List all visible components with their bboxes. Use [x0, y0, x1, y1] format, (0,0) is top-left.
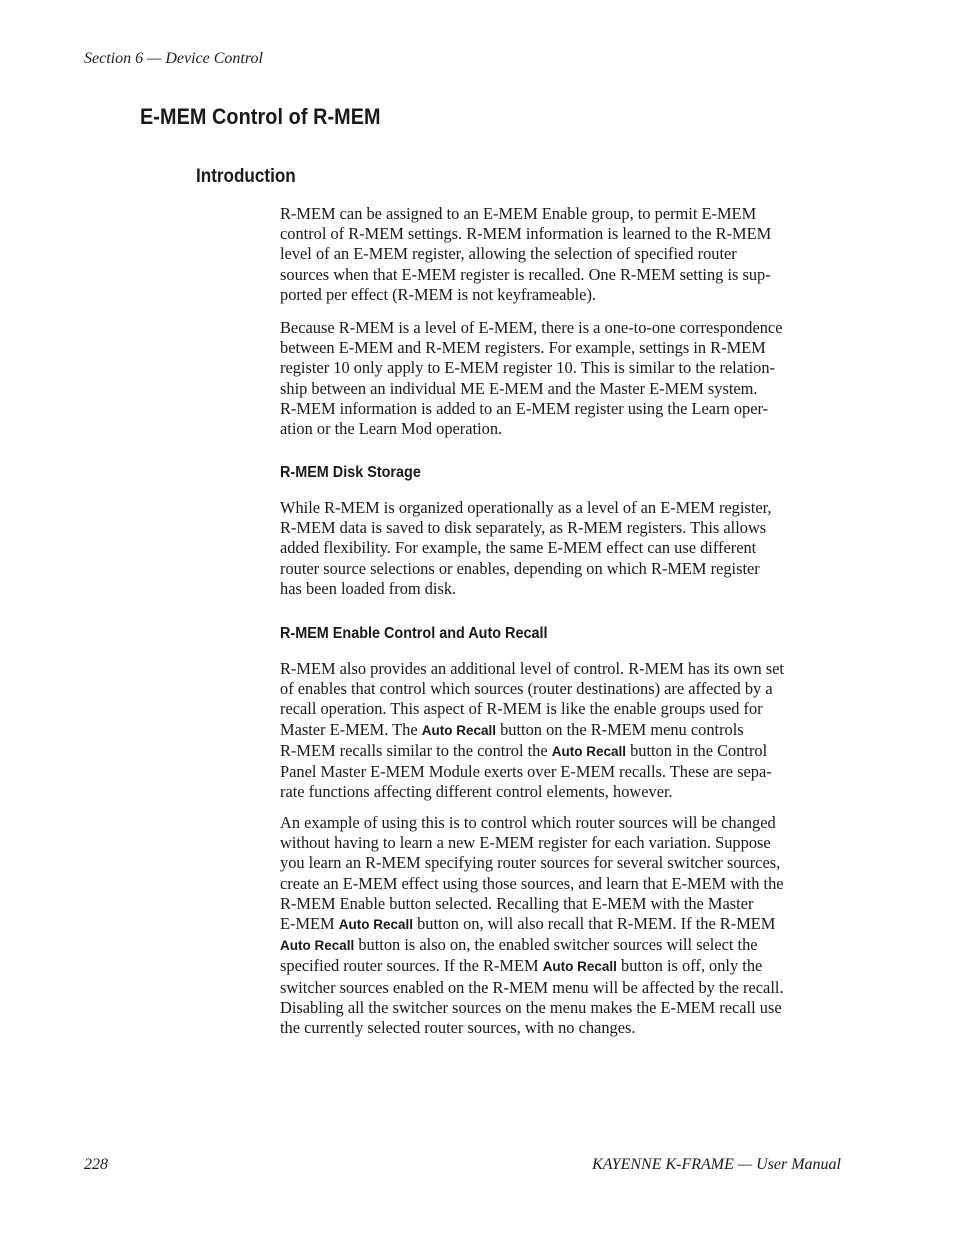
text-line: An example of using this is to control which router sources will be changed: [280, 813, 776, 832]
text-line: [280, 956, 842, 977]
text-line: R-MEM can be assigned to an E-MEM Enable group, to permit E-MEM: [280, 204, 757, 223]
enable-control-heading: R-MEM Enable Control and Auto Recall: [280, 625, 548, 642]
text-line: rate functions affecting different control elements, however.: [280, 782, 673, 802]
text-fragment: button on the R-MEM menu controls: [496, 719, 744, 739]
enable-control-paragraph-1: [280, 659, 842, 802]
text-fragment: button on, will also recall that R-MEM. If the R-MEM: [413, 914, 776, 934]
text-line: [280, 741, 842, 762]
text-line: ation or the Learn Mod operation.: [280, 419, 503, 439]
text-line: between E-MEM and R-MEM registers. For example, settings in R-MEM: [280, 338, 766, 358]
text-line: ship between an individual ME E-MEM and the Master E-MEM system.: [280, 378, 758, 398]
text-line: Disabling all the switcher sources on the menu makes the E-MEM recall use: [280, 997, 782, 1017]
auto-recall-button-label: Auto Recall: [551, 743, 627, 759]
enable-control-paragraph-2: [280, 813, 842, 1038]
page-number: 228: [84, 1156, 108, 1173]
text-line: you learn an R-MEM specifying router sources for several switcher sources,: [280, 853, 781, 873]
text-line: of enables that control which sources (router destinations) are affected by a: [280, 679, 773, 699]
text-line: While R-MEM is organized operationally as a level of an E-MEM register,: [280, 498, 772, 517]
text-line: R-MEM data is saved to disk separately, as R-MEM registers. This allows: [280, 518, 767, 538]
text-line: Panel Master E-MEM Module exerts over E-MEM recalls. These are sepa-: [280, 762, 772, 782]
text-line: R-MEM information is added to an E-MEM register using the Learn oper-: [280, 398, 769, 418]
text-line: switcher sources enabled on the R-MEM menu will be affected by the recall.: [280, 977, 784, 997]
text-fragment: Master E-MEM. The: [280, 719, 422, 739]
text-fragment: button is off, only the: [616, 956, 763, 976]
text-line: [280, 914, 842, 935]
text-line: register 10 only apply to E-MEM register 10. This is similar to the relation-: [280, 358, 775, 378]
running-head: Section 6 — Device Control: [84, 50, 263, 67]
text-line: sources when that E-MEM register is recalled. One R-MEM setting is sup-: [280, 264, 771, 284]
text-line: added flexibility. For example, the same E-MEM effect can use different: [280, 538, 757, 558]
text-line: [280, 720, 842, 741]
text-fragment: button is also on, the enabled switcher sources will select the: [354, 935, 758, 955]
disk-storage-heading: R-MEM Disk Storage: [280, 464, 421, 481]
text-line: recall operation. This aspect of R-MEM is like the enable groups used for: [280, 699, 763, 719]
auto-recall-button-label: Auto Recall: [280, 938, 355, 954]
text-fragment: button in the Control: [626, 740, 768, 760]
text-line: the currently selected router sources, with no changes.: [280, 1018, 636, 1038]
disk-storage-paragraph: [280, 498, 842, 599]
text-line: control of R-MEM settings. R-MEM information is learned to the R-MEM: [280, 224, 772, 244]
auto-recall-button-label: Auto Recall: [542, 959, 617, 975]
manual-title: KAYENNE K-FRAME — User Manual: [592, 1156, 841, 1173]
text-line: create an E-MEM effect using those sources, and learn that E-MEM with the: [280, 873, 784, 893]
text-line: Because R-MEM is a level of E-MEM, there is a one-to-one correspondence: [280, 318, 783, 337]
text-fragment: E-MEM: [280, 914, 339, 934]
introduction-heading: Introduction: [196, 166, 296, 187]
text-line: without having to learn a new E-MEM register for each variation. Suppose: [280, 833, 771, 853]
text-line: has been loaded from disk.: [280, 578, 457, 598]
text-line: R-MEM Enable button selected. Recalling that E-MEM with the Master: [280, 893, 754, 913]
text-line: router source selections or enables, depending on which R-MEM register: [280, 558, 760, 578]
intro-paragraph-1: [280, 204, 842, 305]
section-title: E-MEM Control of R-MEM: [140, 104, 381, 129]
text-fragment: specified router sources. If the R-MEM: [280, 956, 543, 976]
text-line: level of an E-MEM register, allowing the selection of specified router: [280, 244, 737, 264]
auto-recall-button-label: Auto Recall: [421, 722, 496, 738]
auto-recall-button-label: Auto Recall: [338, 917, 413, 933]
text-line: R-MEM also provides an additional level of control. R-MEM has its own set: [280, 659, 784, 678]
text-line: ported per effect (R-MEM is not keyframeable).: [280, 284, 597, 304]
text-line: [280, 935, 842, 956]
text-fragment: R-MEM recalls similar to the control the: [280, 740, 552, 760]
intro-paragraph-2: [280, 318, 842, 439]
